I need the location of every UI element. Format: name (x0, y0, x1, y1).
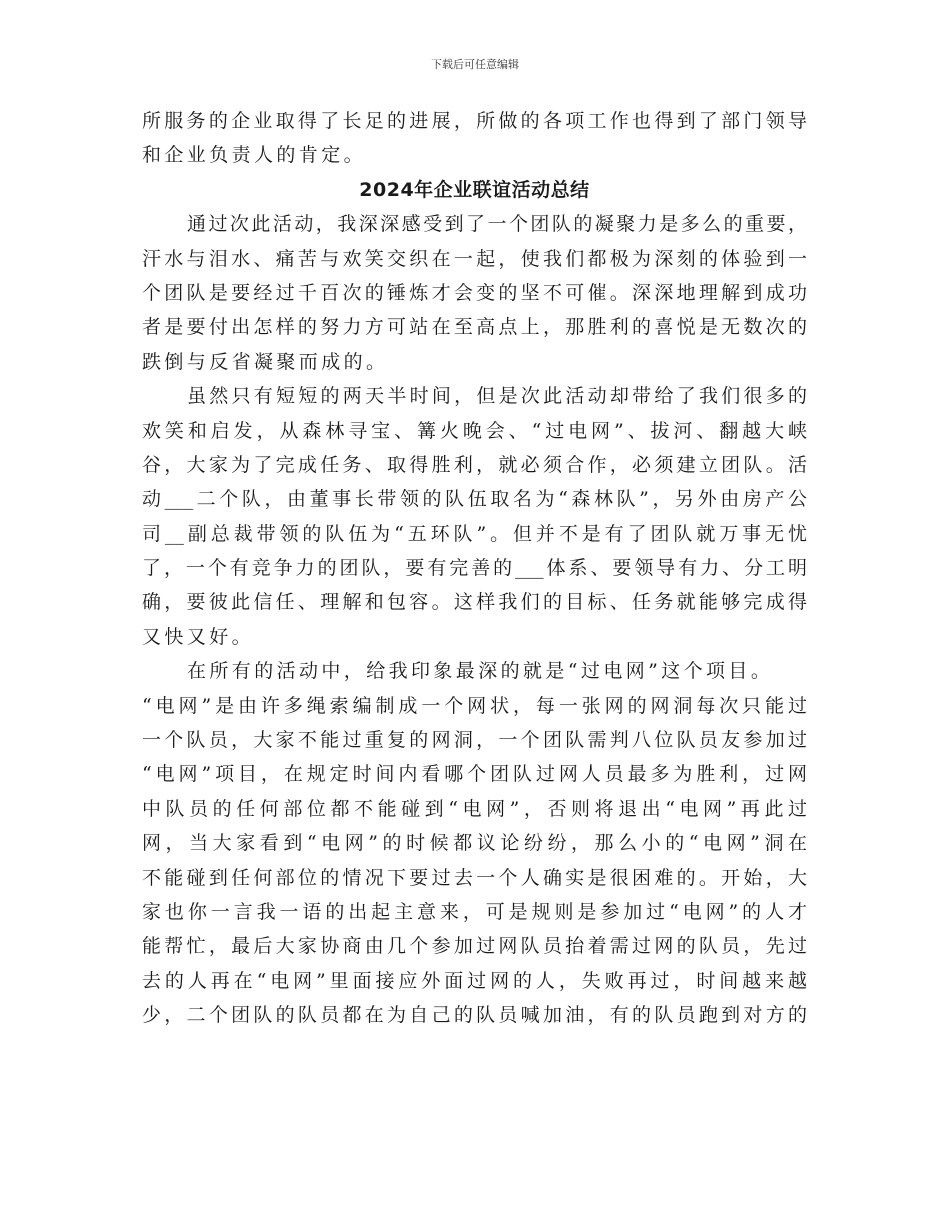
text-line: 汗水与泪水、痛苦与欢笑交织在一起，使我们都极为深刻的体验到一 (142, 247, 807, 270)
text-line: 跌倒与反省凝聚而成的。 (142, 350, 389, 373)
paragraph-3 (142, 654, 807, 1032)
text-line: 所服务的企业取得了长足的进展，所做的各项工作也得到了部门领导 (142, 110, 807, 132)
document-body (142, 104, 807, 1033)
paragraph-1 (142, 207, 807, 379)
text-line: 欢笑和启发，从森林寻宝、篝火晚会、“过电网”、拔河、翻越大峡 (142, 419, 807, 442)
intro-paragraph (142, 104, 807, 173)
paragraph-2 (142, 379, 807, 654)
text-line: 司__副总裁带领的队伍为“五环队”。但并不是有了团队就万事无忧 (142, 522, 807, 545)
text-line: 个团队是要经过千百次的锤炼才会变的坚不可催。深深地理解到成功 (142, 281, 807, 304)
text-line: 少，二个团队的队员都在为自己的队员喊加油，有的队员跑到对方的 (142, 1004, 807, 1027)
text-line: “电网”是由许多绳索编制成一个网状，每一张网的网洞每次只能过 (142, 694, 807, 717)
text-line: 不能碰到任何部位的情况下要过去一个人确实是很困难的。开始，大 (142, 866, 807, 889)
text-line: 网，当大家看到“电网”的时候都议论纷纷，那么小的“电网”洞在 (142, 832, 807, 855)
text-line: 了，一个有竞争力的团队，要有完善的___体系、要领导有力、分工明 (142, 557, 807, 580)
text-line: 确，要彼此信任、理解和包容。这样我们的目标、任务就能够完成得 (142, 591, 807, 614)
text-line: 一个队员，大家不能过重复的网洞，一个团队需判八位队员友参加过 (142, 729, 807, 752)
text-line: 又快又好。 (142, 625, 255, 648)
text-line: 和企业负责人的肯定。 (142, 144, 367, 167)
text-line: 家也你一言我一语的出起主意来，可是规则是参加过“电网”的人才 (142, 900, 807, 923)
text-line: 去的人再在“电网”里面接应外面过网的人，失败再过，时间越来越 (142, 969, 807, 992)
text-line: “电网”项目，在规定时间内看哪个团队过网人员最多为胜利，过网 (142, 763, 807, 786)
text-line: 在所有的活动中，给我印象最深的就是“过电网”这个项目。 (187, 660, 774, 683)
page-header: 下载后可任意编辑 (431, 58, 519, 71)
text-line: 通过次此活动，我深深感受到了一个团队的凝聚力是多么的重要， (187, 213, 807, 236)
text-line: 能帮忙，最后大家协商由几个参加过网队员抬着需过网的队员，先过 (142, 935, 807, 958)
text-line: 虽然只有短短的两天半时间，但是次此活动却带给了我们很多的 (187, 385, 807, 408)
text-line: 谷，大家为了完成任务、取得胜利，就必须合作，必须建立团队。活 (142, 453, 807, 476)
text-line: 中队员的任何部位都不能碰到“电网”，否则将退出“电网”再此过 (142, 797, 807, 820)
section-title: 2024年企业联谊活动总结 (359, 178, 590, 201)
text-line: 者是要付出怎样的努力方可站在至高点上，那胜利的喜悦是无数次的 (142, 316, 807, 339)
text-line: 动___二个队，由董事长带领的队伍取名为“森林队”，另外由房产公 (142, 488, 807, 511)
